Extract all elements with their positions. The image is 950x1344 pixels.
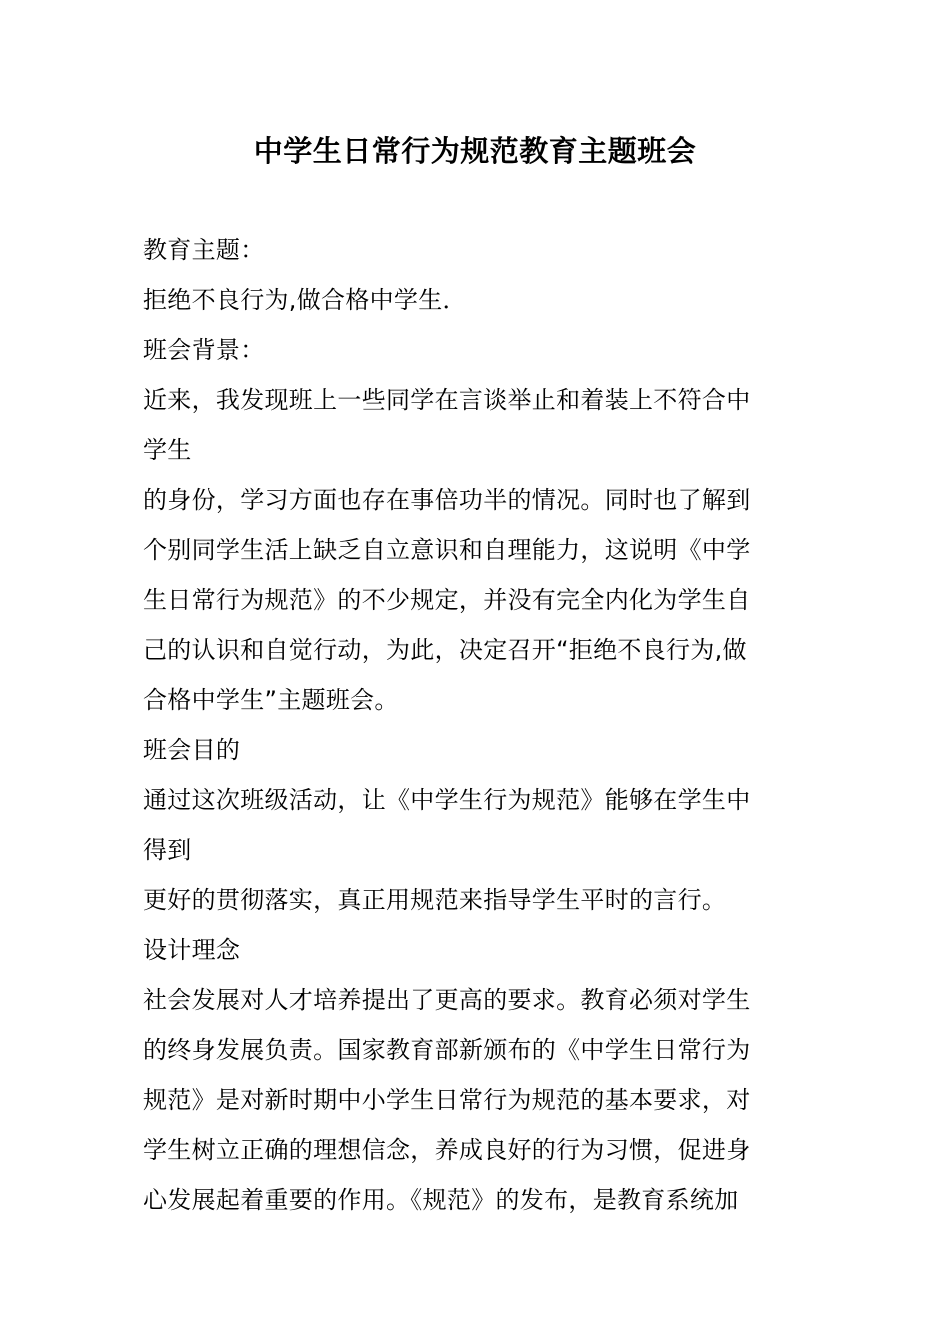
paragraph-line: 的终身发展负责。国家教育部新颁布的《中学生日常行为 [143, 1036, 751, 1064]
heading-purpose: 班会目的 [143, 736, 241, 764]
paragraph-line: 己的认识和自觉行动，为此，决定召开“拒绝不良行为,做 [143, 636, 747, 664]
paragraph-line: 个别同学生活上缺乏自立意识和自理能力，这说明《中学 [143, 536, 751, 564]
paragraph-line: 生日常行为规范》的不少规定，并没有完全内化为学生自 [143, 586, 751, 614]
paragraph-line: 社会发展对人才培养提出了更高的要求。教育必须对学生 [143, 986, 751, 1014]
heading-design-concept: 设计理念 [143, 936, 241, 964]
heading-education-theme: 教育主题： [143, 236, 265, 264]
paragraph-line: 近来，我发现班上一些同学在言谈举止和着装上不符合中 [143, 386, 751, 414]
paragraph-line: 学生树立正确的理想信念，养成良好的行为习惯，促进身 [143, 1136, 751, 1164]
paragraph-line: 规范》是对新时期中小学生日常行为规范的基本要求，对 [143, 1086, 751, 1114]
paragraph-line: 得到 [143, 836, 192, 864]
document-title: 中学生日常行为规范教育主题班会 [253, 134, 697, 168]
paragraph-line: 通过这次班级活动，让《中学生行为规范》能够在学生中 [143, 786, 751, 814]
paragraph-line: 合格中学生”主题班会。 [143, 686, 399, 714]
paragraph-line: 更好的贯彻落实，真正用规范来指导学生平时的言行。 [143, 886, 727, 914]
paragraph-line: 心发展起着重要的作用。《规范》的发布，是教育系统加 [143, 1186, 739, 1214]
document-body [143, 225, 823, 1225]
paragraph-line: 拒绝不良行为,做合格中学生． [143, 286, 467, 314]
paragraph-line: 学生 [143, 436, 192, 464]
heading-background: 班会背景： [143, 336, 265, 364]
paragraph-line: 的身份，学习方面也存在事倍功半的情况。同时也了解到 [143, 486, 751, 514]
